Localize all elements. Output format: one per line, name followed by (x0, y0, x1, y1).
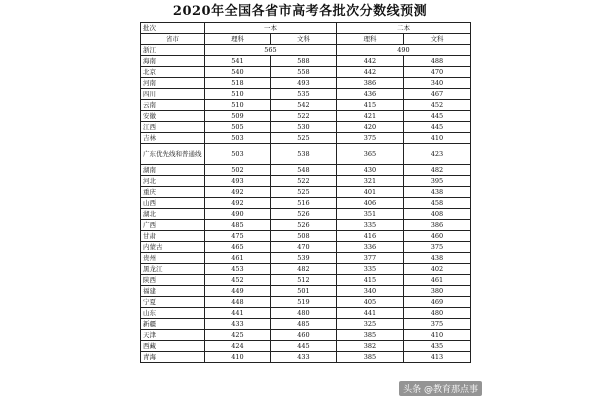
tier1-header: 一本 (205, 23, 337, 34)
tier2-science-cell: 336 (337, 242, 404, 253)
tier2-arts-cell: 410 (404, 330, 471, 341)
table-row (141, 133, 471, 144)
province-cell: 四川 (141, 89, 205, 100)
tier1-arts-cell: 539 (271, 253, 337, 264)
tier2-science-cell: 335 (337, 220, 404, 231)
tier1-arts-cell: 522 (271, 176, 337, 187)
tier1-science-cell: 510 (205, 89, 271, 100)
batch-header: 批次 (141, 23, 205, 34)
tier1-arts-cell: 519 (271, 297, 337, 308)
tier1-science-cell: 502 (205, 165, 271, 176)
table-row (141, 253, 471, 264)
tier2-science-cell: 441 (337, 308, 404, 319)
province-cell: 河北 (141, 176, 205, 187)
tier2-arts-cell: 480 (404, 308, 471, 319)
tier1-science-cell: 424 (205, 341, 271, 352)
province-cell: 青海 (141, 352, 205, 363)
table-row (141, 297, 471, 308)
tier1-arts-cell: 548 (271, 165, 337, 176)
tier2-arts-cell: 458 (404, 198, 471, 209)
tier2-arts-cell: 423 (404, 144, 471, 165)
tier2-arts-cell: 460 (404, 231, 471, 242)
tier1-arts-cell: 530 (271, 122, 337, 133)
table-row (141, 56, 471, 67)
table-row (141, 330, 471, 341)
province-cell: 贵州 (141, 253, 205, 264)
table-row (141, 220, 471, 231)
tier1-arts-cell: 470 (271, 242, 337, 253)
table-row (141, 176, 471, 187)
tier2-arts-cell: 402 (404, 264, 471, 275)
tier1-science-cell: 503 (205, 144, 271, 165)
province-cell: 安徽 (141, 111, 205, 122)
tier1-arts-cell: 485 (271, 319, 337, 330)
tier1-arts-cell: 526 (271, 220, 337, 231)
table-row (141, 341, 471, 352)
tier1-arts-cell: 480 (271, 308, 337, 319)
tier1-science-cell: 410 (205, 352, 271, 363)
tier2-science-cell: 406 (337, 198, 404, 209)
tier2-science-cell: 420 (337, 122, 404, 133)
tier1-science-cell: 475 (205, 231, 271, 242)
tier1-arts-cell: 542 (271, 100, 337, 111)
province-cell: 甘肃 (141, 231, 205, 242)
tier2-science-cell: 415 (337, 100, 404, 111)
tier2-science-cell: 377 (337, 253, 404, 264)
table-row (141, 264, 471, 275)
province-cell: 湖北 (141, 209, 205, 220)
tier2-arts-cell: 445 (404, 122, 471, 133)
table-row (141, 111, 471, 122)
tier2-science-cell: 351 (337, 209, 404, 220)
tier1-science-cell: 493 (205, 176, 271, 187)
tier1-science-cell: 490 (205, 209, 271, 220)
table-row (141, 319, 471, 330)
header-row-batch (141, 23, 471, 34)
tier2-science-cell: 321 (337, 176, 404, 187)
header-row-subjects (141, 34, 471, 45)
tier2-science-cell: 405 (337, 297, 404, 308)
tier2-science-cell: 442 (337, 67, 404, 78)
province-cell: 湖南 (141, 165, 205, 176)
tier1-science-cell: 541 (205, 56, 271, 67)
merged-row (141, 45, 471, 56)
table-row (141, 187, 471, 198)
tier2-science-cell: 401 (337, 187, 404, 198)
tier2-science-cell: 442 (337, 56, 404, 67)
tier2-science-cell: 436 (337, 89, 404, 100)
tier1-arts-cell: 501 (271, 286, 337, 297)
tier1-arts-cell: 525 (271, 133, 337, 144)
tier2-arts-cell: 470 (404, 67, 471, 78)
tier2-arts-cell: 340 (404, 78, 471, 89)
province-cell: 宁夏 (141, 297, 205, 308)
tier1-science-cell: 453 (205, 264, 271, 275)
province-cell: 江西 (141, 122, 205, 133)
table-row (141, 144, 471, 165)
tier1-arts-header: 文科 (271, 34, 337, 45)
tier1-arts-cell: 538 (271, 144, 337, 165)
province-cell: 新疆 (141, 319, 205, 330)
tier1-science-cell: 441 (205, 308, 271, 319)
tier2-arts-cell: 461 (404, 275, 471, 286)
tier2-science-cell: 375 (337, 133, 404, 144)
tier1-science-cell: 485 (205, 220, 271, 231)
tier1-science-cell: 448 (205, 297, 271, 308)
table-row (141, 242, 471, 253)
table-row (141, 198, 471, 209)
province-cell: 福建 (141, 286, 205, 297)
tier1-science-cell: 505 (205, 122, 271, 133)
tier2-arts-cell: 467 (404, 89, 471, 100)
page-title: 2020年全国各省市高考各批次分数线预测 (172, 4, 428, 19)
table-row (141, 165, 471, 176)
tier2-science-cell: 325 (337, 319, 404, 330)
tier2-arts-header: 文科 (404, 34, 471, 45)
province-cell: 黑龙江 (141, 264, 205, 275)
tier1-science-cell: 449 (205, 286, 271, 297)
province-cell: 重庆 (141, 187, 205, 198)
table-row (141, 308, 471, 319)
tier2-arts-cell: 488 (404, 56, 471, 67)
province-cell: 河南 (141, 78, 205, 89)
tier2-arts-cell: 375 (404, 242, 471, 253)
tier1-science-cell: 492 (205, 187, 271, 198)
tier1-arts-cell: 508 (271, 231, 337, 242)
table-row (141, 67, 471, 78)
province-cell: 山东 (141, 308, 205, 319)
tier2-arts-cell: 445 (404, 111, 471, 122)
tier2-combined-cell: 490 (337, 45, 471, 56)
tier1-arts-cell: 460 (271, 330, 337, 341)
tier2-arts-cell: 413 (404, 352, 471, 363)
tier1-arts-cell: 526 (271, 209, 337, 220)
tier2-arts-cell: 435 (404, 341, 471, 352)
tier1-science-cell: 452 (205, 275, 271, 286)
score-table (140, 22, 471, 363)
province-cell: 北京 (141, 67, 205, 78)
tier2-science-cell: 382 (337, 341, 404, 352)
tier2-science-cell: 340 (337, 286, 404, 297)
tier1-science-cell: 510 (205, 100, 271, 111)
tier2-science-cell: 385 (337, 330, 404, 341)
tier1-science-cell: 503 (205, 133, 271, 144)
tier1-science-cell: 433 (205, 319, 271, 330)
province-header: 省市 (141, 34, 205, 45)
tier2-science-cell: 430 (337, 165, 404, 176)
tier2-science-cell: 416 (337, 231, 404, 242)
tier1-science-cell: 518 (205, 78, 271, 89)
tier2-arts-cell: 438 (404, 187, 471, 198)
tier2-science-cell: 415 (337, 275, 404, 286)
tier1-arts-cell: 445 (271, 341, 337, 352)
table-row (141, 286, 471, 297)
tier2-science-cell: 335 (337, 264, 404, 275)
tier2-science-cell: 365 (337, 144, 404, 165)
tier1-science-cell: 425 (205, 330, 271, 341)
table-row (141, 275, 471, 286)
tier2-arts-cell: 380 (404, 286, 471, 297)
tier1-arts-cell: 558 (271, 67, 337, 78)
tier2-science-header: 理科 (337, 34, 404, 45)
province-cell: 西藏 (141, 341, 205, 352)
tier2-arts-cell: 438 (404, 253, 471, 264)
tier2-header: 二本 (337, 23, 471, 34)
tier2-arts-cell: 408 (404, 209, 471, 220)
tier1-arts-cell: 535 (271, 89, 337, 100)
tier1-science-cell: 509 (205, 111, 271, 122)
province-cell: 陕西 (141, 275, 205, 286)
table-row (141, 122, 471, 133)
table-row (141, 352, 471, 363)
tier2-arts-cell: 482 (404, 165, 471, 176)
tier1-arts-cell: 588 (271, 56, 337, 67)
province-cell: 山西 (141, 198, 205, 209)
tier2-arts-cell: 469 (404, 297, 471, 308)
tier1-arts-cell: 433 (271, 352, 337, 363)
province-cell: 广东优先线和普通线 (141, 144, 205, 165)
tier1-science-cell: 540 (205, 67, 271, 78)
tier2-arts-cell: 386 (404, 220, 471, 231)
table-row (141, 89, 471, 100)
table-row (141, 231, 471, 242)
tier2-arts-cell: 410 (404, 133, 471, 144)
tier1-arts-cell: 482 (271, 264, 337, 275)
tier1-arts-cell: 516 (271, 198, 337, 209)
tier1-arts-cell: 522 (271, 111, 337, 122)
province-cell: 内蒙古 (141, 242, 205, 253)
tier1-science-header: 理科 (205, 34, 271, 45)
tier1-arts-cell: 525 (271, 187, 337, 198)
table-row (141, 78, 471, 89)
province-cell: 云南 (141, 100, 205, 111)
province-cell: 浙江 (141, 45, 205, 56)
tier1-arts-cell: 493 (271, 78, 337, 89)
tier1-combined-cell: 565 (205, 45, 337, 56)
province-cell: 天津 (141, 330, 205, 341)
tier1-arts-cell: 512 (271, 275, 337, 286)
watermark-label: 头条 @教育那点事 (399, 381, 482, 396)
province-cell: 广西 (141, 220, 205, 231)
table-row (141, 100, 471, 111)
table-row (141, 209, 471, 220)
tier1-science-cell: 465 (205, 242, 271, 253)
tier2-science-cell: 386 (337, 78, 404, 89)
tier2-science-cell: 421 (337, 111, 404, 122)
tier1-science-cell: 492 (205, 198, 271, 209)
tier2-arts-cell: 452 (404, 100, 471, 111)
province-cell: 海南 (141, 56, 205, 67)
province-cell: 吉林 (141, 133, 205, 144)
tier2-science-cell: 385 (337, 352, 404, 363)
tier2-arts-cell: 395 (404, 176, 471, 187)
tier2-arts-cell: 375 (404, 319, 471, 330)
tier1-science-cell: 461 (205, 253, 271, 264)
